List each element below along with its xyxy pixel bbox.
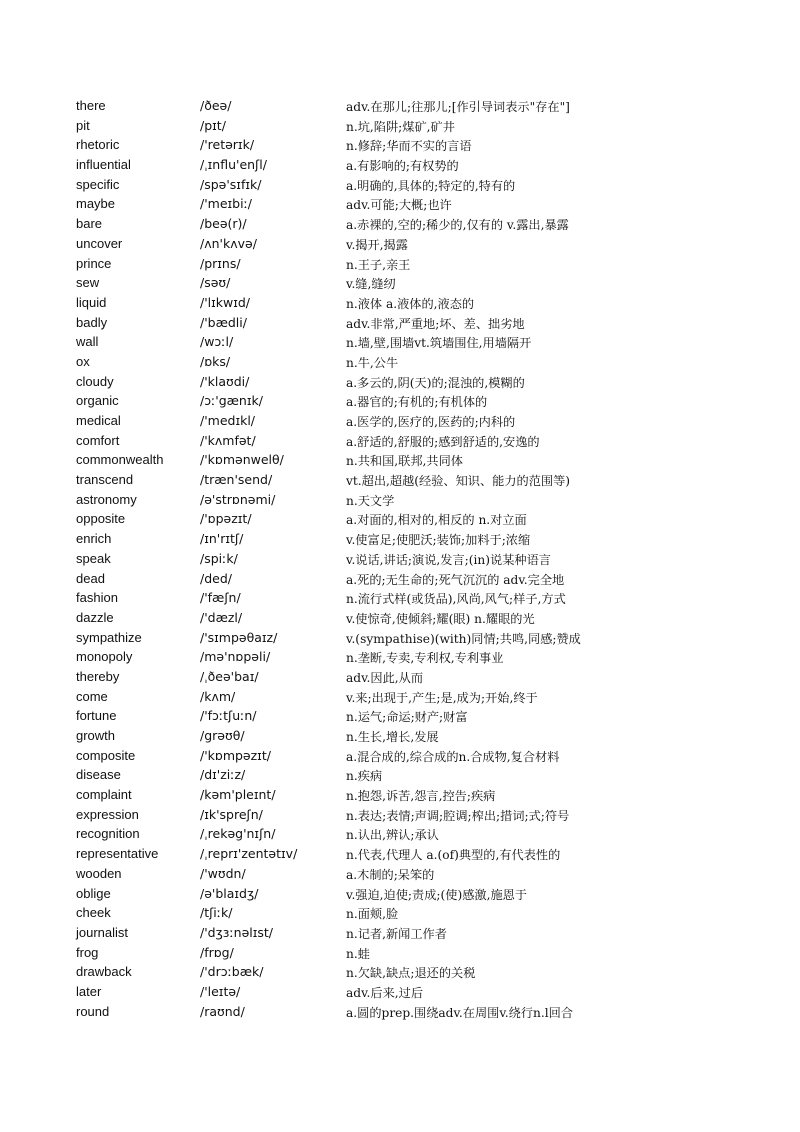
vocab-phonetic: /'klaʊdi/ [200,373,250,389]
vocab-word: recognition [76,826,140,842]
vocab-row [0,235,800,255]
vocab-definition: n.生长,增长,发展 [346,730,439,744]
vocab-word: sympathize [76,629,142,645]
vocab-phonetic: /'bædli/ [200,314,247,330]
vocab-row [0,825,800,845]
vocab-definition: n.蛙 [346,946,370,961]
vocab-word: liquid [76,294,107,310]
vocab-definition: n.表达;表情;声调;腔调;榨出;措词;式;符号 [346,808,570,823]
vocab-word: growth [76,728,116,743]
vocab-word: sew [76,275,100,291]
vocab-definition: a.明确的,具体的;特定的,特有的 [346,178,516,193]
vocab-phonetic: /raʊnd/ [200,1003,245,1019]
vocab-phonetic: /spə'sɪfɪk/ [200,176,262,192]
vocab-word: astronomy [76,491,137,507]
vocab-definition: n.认出,辨认;承认 [346,828,439,843]
vocab-row [0,885,800,905]
vocab-phonetic: /'kʌmfət/ [200,432,256,448]
vocab-definition: n.共和国,联邦,共同体 [346,454,463,469]
vocab-row [0,865,800,885]
vocab-phonetic: /'sɪmpəθaɪz/ [200,629,278,645]
vocab-definition: n.记者,新闻工作者 [346,926,447,941]
vocab-definition: a.舒适的,舒服的;感到舒适的,安逸的 [346,434,540,449]
vocab-definition: n.王子,亲王 [346,257,411,272]
vocab-word: pit [76,117,90,133]
vocab-phonetic: /'meɪbiː/ [200,196,252,212]
vocab-row [0,195,800,215]
vocab-definition: n.运气;命运;财产;财富 [346,710,468,725]
vocab-phonetic: /frɒg/ [200,944,234,960]
vocab-definition: adv.在那儿;往那儿;[作引导词表示"存在"] [346,100,570,114]
vocab-phonetic: /səʊ/ [200,275,231,291]
vocab-definition: adv.后来,过后 [346,985,424,1000]
vocab-word: dead [76,570,105,586]
vocab-word: composite [76,747,136,763]
vocab-phonetic: /beə(r)/ [200,216,247,232]
vocab-definition: n.欠缺,缺点;退还的关税 [346,966,476,981]
vocab-row [0,392,800,412]
vocab-row [0,1003,800,1023]
vocab-row [0,274,800,294]
vocab-word: thereby [76,668,120,684]
vocab-word: comfort [76,432,120,448]
vocab-word: oblige [76,885,111,901]
vocab-definition: n.墙,壁,围墙vt.筑墙围住,用墙隔开 [346,336,532,351]
vocab-word: enrich [76,531,112,547]
vocab-definition: a.赤裸的,空的;稀少的,仅有的 v.露出,暴露 [346,218,569,233]
vocab-word: influential [76,157,131,173]
vocab-row [0,589,800,609]
vocab-phonetic: /prɪns/ [200,255,241,271]
vocab-row [0,766,800,786]
vocab-word: come [76,688,108,704]
vocab-row [0,373,800,393]
vocab-definition: adv.非常,严重地;坏、差、拙劣地 [346,316,525,331]
vocabulary-list [0,97,800,1022]
vocab-row [0,97,800,117]
vocab-row [0,629,800,649]
vocab-definition: n.垄断,专卖,专利权,专利事业 [346,651,504,666]
vocab-phonetic: /ɔː'gænɪk/ [200,393,263,409]
vocab-row [0,747,800,767]
vocab-phonetic: /'fɔːtʃuːn/ [200,708,257,724]
vocab-definition: n.代表,代理人 a.(of)典型的,有代表性的 [346,848,561,863]
vocab-row [0,845,800,865]
vocab-row [0,570,800,590]
vocab-phonetic: /ˌrekəg'nɪʃn/ [200,826,276,842]
vocab-definition: n.流行式样(或货品),风尚,风气;样子,方式 [346,592,566,607]
vocab-phonetic: /'dæzl/ [200,609,243,625]
vocab-phonetic: /ðeə/ [200,98,232,113]
vocab-definition: v.来;出现于,产生;是,成为;开始,终于 [346,690,538,705]
vocab-phonetic: /pɪt/ [200,117,226,133]
vocab-word: organic [76,393,119,409]
vocab-phonetic: /kəm'pleɪnt/ [200,787,276,803]
vocab-phonetic: /træn'send/ [200,472,273,488]
vocab-definition: v.(sympathise)(with)同情;共鸣,同感;赞成 [346,631,581,646]
vocab-word: rhetoric [76,137,120,153]
vocab-word: wall [76,334,99,350]
vocab-phonetic: /ɪk'spreʃn/ [200,806,263,822]
vocab-definition: a.圆的prep.围绕adv.在周围v.绕行n.l回合 [346,1005,574,1020]
vocab-definition: a.对面的,相对的,相反的 n.对立面 [346,513,527,528]
vocab-definition: v.缝,缝纫 [346,277,396,292]
vocab-row [0,924,800,944]
vocab-row [0,727,800,747]
vocab-word: prince [76,255,112,271]
vocab-word: bare [76,216,103,232]
vocab-definition: n.液体 a.液体的,液态的 [346,296,475,311]
vocab-word: speak [76,550,111,566]
vocab-phonetic: /kʌm/ [200,688,236,704]
vocab-phonetic: /'wʊdn/ [200,865,246,881]
vocab-word: maybe [76,196,116,212]
vocab-definition: a.多云的,阴(天)的;混浊的,模糊的 [346,375,525,390]
vocab-word: ox [76,353,90,369]
vocab-row [0,432,800,452]
vocab-word: disease [76,767,121,783]
vocab-row [0,294,800,314]
vocab-definition: adv.因此,从而 [346,670,424,685]
vocab-row [0,707,800,727]
vocab-row [0,983,800,1003]
vocab-row [0,136,800,156]
vocab-row [0,904,800,924]
vocab-phonetic: /ˌɪnflu'enʃl/ [200,157,267,173]
vocab-word: cloudy [76,373,114,389]
vocab-word: complaint [76,787,132,803]
vocab-word: badly [76,314,108,330]
vocab-row [0,412,800,432]
vocab-row [0,944,800,964]
vocab-phonetic: /'dʒɜːnəlɪst/ [200,924,274,940]
vocab-definition: a.有影响的;有权势的 [346,159,459,174]
vocab-phonetic: /'kɒmənwelθ/ [200,452,284,468]
vocab-row [0,668,800,688]
vocab-phonetic: /ɒks/ [200,353,231,369]
vocab-definition: n.疾病 [346,769,383,784]
vocab-phonetic: /ɪn'rɪtʃ/ [200,531,244,547]
vocab-definition: a.混合成的,综合成的n.合成物,复合材料 [346,749,560,764]
vocab-definition: v.使富足;使肥沃;装饰;加料于;浓缩 [346,533,531,548]
vocab-word: transcend [76,472,134,488]
vocab-phonetic: /ə'blaɪdʒ/ [200,885,259,901]
vocab-word: expression [76,806,139,822]
vocab-definition: adv.可能;大概;也许 [346,198,452,213]
vocab-phonetic: /spiːk/ [200,550,238,566]
vocab-phonetic: /'kɒmpəzɪt/ [200,747,271,763]
vocab-word: cheek [76,905,111,921]
vocab-phonetic: /'drɔːbæk/ [200,964,264,980]
vocab-row [0,786,800,806]
vocab-word: dazzle [76,609,114,625]
vocab-word: journalist [76,924,129,940]
vocab-row [0,648,800,668]
vocab-word: drawback [76,964,132,980]
vocab-row [0,688,800,708]
vocab-word: monopoly [76,649,133,665]
vocab-definition: a.木制的;呆笨的 [346,867,435,882]
vocab-word: fashion [76,590,118,606]
vocab-definition: v.强迫,迫使;责成;(使)感激,施恩于 [346,887,528,902]
vocab-phonetic: /ˌðeə'baɪ/ [200,668,259,684]
vocab-definition: v.揭开,揭露 [346,237,408,252]
vocab-phonetic: /ˌreprɪ'zentətɪv/ [200,846,298,862]
vocab-word: later [76,983,102,999]
vocab-row [0,530,800,550]
vocab-row [0,550,800,570]
vocab-word: uncover [76,235,123,251]
vocab-word: representative [76,846,159,862]
vocab-row [0,963,800,983]
vocab-definition: n.抱怨,诉苦,怨言,控告;疾病 [346,789,496,804]
vocab-word: medical [76,413,121,428]
vocab-phonetic: /mə'nɒpəli/ [200,649,271,665]
vocab-phonetic: /'lɪkwɪd/ [200,294,251,310]
vocab-row [0,353,800,373]
vocab-phonetic: /tʃiːk/ [200,905,233,921]
vocab-word: wooden [76,865,122,881]
vocab-phonetic: /wɔːl/ [200,334,234,350]
vocab-definition: v.说话,讲话;演说,发言;(in)说某种语言 [346,552,551,567]
vocab-word: specific [76,176,120,192]
vocab-phonetic: /'ɒpəzɪt/ [200,511,252,527]
vocab-definition: a.器官的;有机的;有机体的 [346,395,488,410]
vocab-definition: a.死的;无生命的;死气沉沉的 adv.完全地 [346,572,565,587]
vocab-definition: n.天文学 [346,493,395,508]
vocab-definition: n.面颊,脸 [346,907,399,922]
vocab-row [0,806,800,826]
vocab-row [0,176,800,196]
vocab-row [0,491,800,511]
vocab-row [0,333,800,353]
vocab-row [0,451,800,471]
vocab-row [0,215,800,235]
vocab-row [0,314,800,334]
vocab-word: frog [76,944,99,960]
vocab-definition: n.牛,公牛 [346,355,399,370]
vocab-row [0,510,800,530]
vocab-phonetic: /dɪ'ziːz/ [200,767,246,783]
vocab-row [0,609,800,629]
vocab-phonetic: /'medɪkl/ [200,413,256,428]
vocab-word: commonwealth [76,452,164,468]
vocab-row [0,255,800,275]
vocab-word: there [76,98,106,113]
vocab-word: round [76,1003,110,1019]
vocab-phonetic: /ə'strɒnəmi/ [200,491,276,507]
vocab-phonetic: /grəʊθ/ [200,728,245,743]
vocab-row [0,156,800,176]
vocab-phonetic: /'fæʃn/ [200,590,241,606]
vocab-row [0,117,800,137]
vocab-definition: n.修辞;华而不实的言语 [346,139,472,154]
vocab-phonetic: /ʌn'kʌvə/ [200,235,257,251]
vocab-definition: n.坑,陷阱;煤矿,矿井 [346,119,455,134]
vocab-row [0,471,800,491]
vocab-word: fortune [76,708,117,724]
vocab-definition: a.医学的,医疗的,医药的;内科的 [346,415,516,429]
vocab-phonetic: /'retərɪk/ [200,137,255,153]
vocab-phonetic: /ded/ [200,570,232,586]
vocab-definition: v.使惊奇,使倾斜;耀(眼) n.耀眼的光 [346,611,535,626]
vocab-definition: vt.超出,超越(经验、知识、能力的范围等) [346,474,571,489]
vocab-word: opposite [76,511,126,527]
vocab-phonetic: /'leɪtə/ [200,983,241,999]
